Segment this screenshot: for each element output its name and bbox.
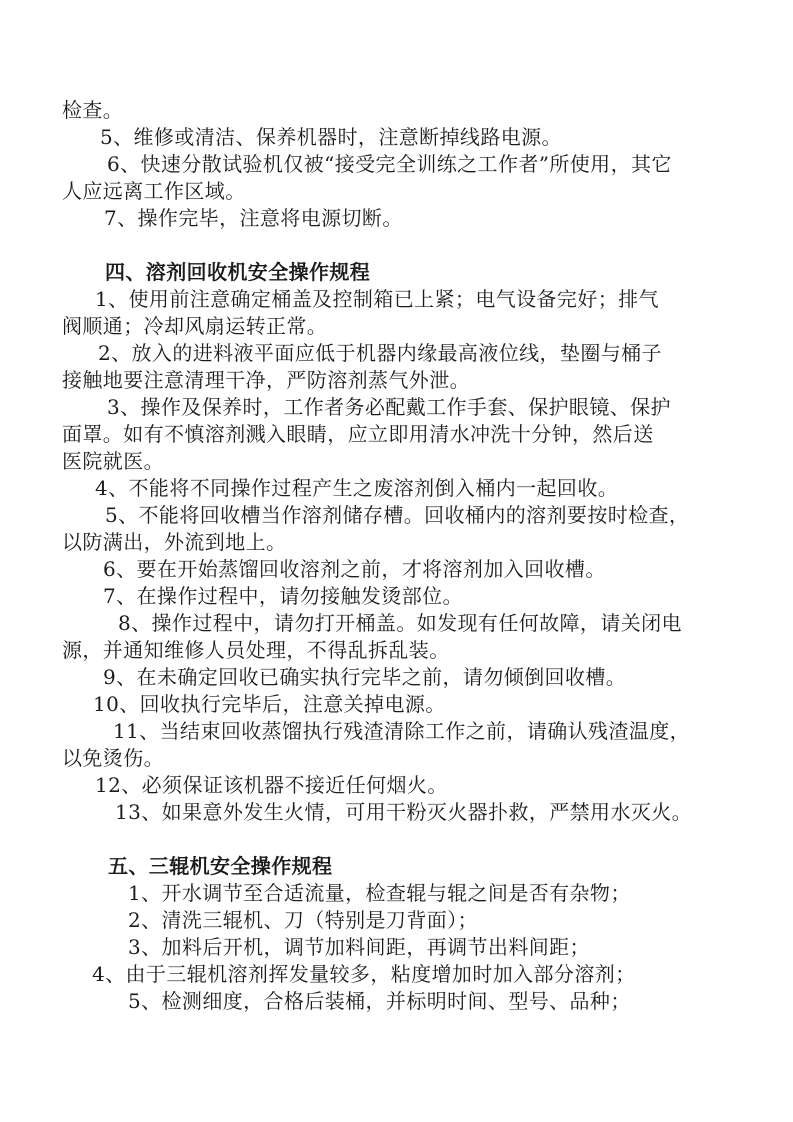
text-line: 4、不能将不同操作过程产生之废溶剂倒入桶内一起回收。 xyxy=(95,476,619,500)
text-line: 5、维修或清洁、保养机器时，注意断掉线路电源。 xyxy=(100,125,562,149)
text-line: 人应远离工作区域。 xyxy=(62,179,246,203)
text-line: 8、操作过程中，请勿打开桶盖。如发现有任何故障，请关闭电 xyxy=(118,611,682,635)
text-line: 6、快速分散试验机仅被“接受完全训练之工作者”所使用，其它 xyxy=(107,152,672,176)
section-heading-line: 五、三辊机安全操作规程 xyxy=(108,854,333,878)
text-line: 6、要在开始蒸馏回收溶剂之前，才将溶剂加入回收槽。 xyxy=(103,557,606,581)
text-line: 11、当结束回收蒸馏执行残渣清除工作之前，请确认残渣温度， xyxy=(113,719,691,743)
text-line: 接触地要注意清理干净，严防溶剂蒸气外泄。 xyxy=(62,368,470,392)
text-line: 12、必须保证该机器不接近任何烟火。 xyxy=(95,773,448,797)
text-line: 医院就医。 xyxy=(62,449,164,473)
text-line: 检查。 xyxy=(62,98,124,122)
text-line: 1、使用前注意确定桶盖及控制箱已上紧；电气设备完好；排气 xyxy=(95,287,659,311)
blank-line xyxy=(62,232,697,259)
document-body xyxy=(62,97,697,1015)
text-line: 3、操作及保养时，工作者务必配戴工作手套、保护眼镜、保护 xyxy=(107,395,671,419)
text-line: 7、在操作过程中，请勿接触发烫部位。 xyxy=(103,584,463,608)
text-line: 10、回收执行完毕后，注意关掉电源。 xyxy=(93,692,446,716)
blank-line xyxy=(62,826,697,853)
text-line: 1、开水调节至合适流量，检查辊与辊之间是否有杂物； xyxy=(128,881,631,905)
text-line: 2、放入的进料液平面应低于机器内缘最高液位线，垫圈与桶子 xyxy=(98,341,662,365)
text-line: 13、如果意外发生火情，可用干粉灭火器扑救，严禁用水灭火。 xyxy=(115,800,693,824)
text-line: 9、在未确定回收已确实执行完毕之前，请勿倾倒回收槽。 xyxy=(103,665,627,689)
text-line: 以防满出，外流到地上。 xyxy=(62,530,287,554)
section-heading-line: 四、溶剂回收机安全操作规程 xyxy=(105,260,371,284)
text-line: 7、操作完毕，注意将电源切断。 xyxy=(104,206,403,230)
text-line: 4、由于三辊机溶剂挥发量较多，粘度增加时加入部分溶剂； xyxy=(92,962,636,986)
text-line: 5、不能将回收槽当作溶剂储存槽。回收桶内的溶剂要按时检查， xyxy=(105,503,690,527)
text-line: 源，并通知维修人员处理，不得乱拆乱装。 xyxy=(62,638,450,662)
text-line: 5、检测细度，合格后装桶，并标明时间、型号、品种； xyxy=(128,989,631,1013)
text-line: 面罩。如有不慎溶剂溅入眼睛，应立即用清水冲洗十分钟，然后送 xyxy=(62,422,654,446)
text-line: 以免烫伤。 xyxy=(62,746,164,770)
text-line: 阀顺通；冷却风扇运转正常。 xyxy=(62,314,328,338)
text-line: 2、清洗三辊机、刀（特别是刀背面）； xyxy=(128,908,478,932)
text-line: 3、加料后开机，调节加料间距，再调节出料间距； xyxy=(128,935,590,959)
